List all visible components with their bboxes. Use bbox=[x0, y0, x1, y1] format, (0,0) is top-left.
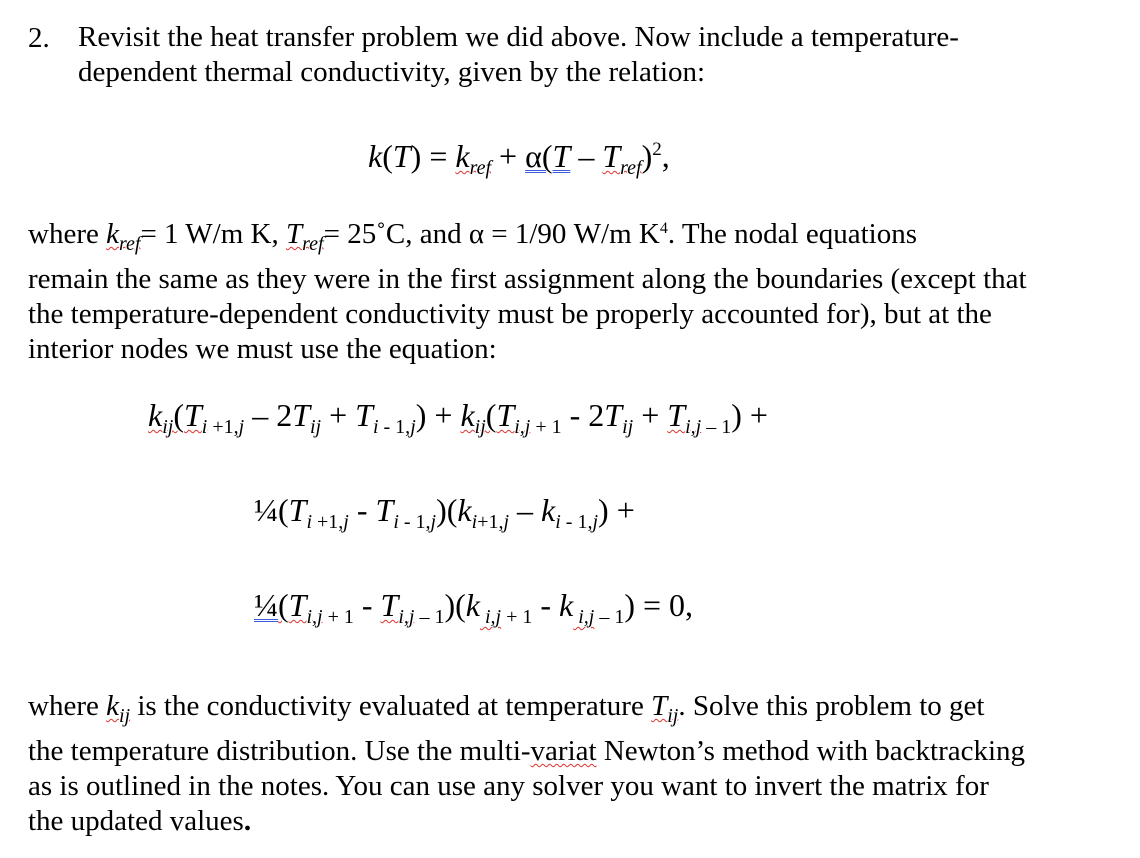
interior-equation-line-2: $\frac{1}{4}(T_i$ $_{+1,j} - T_i$ $_{- 1,j})(k_{i+1,j} - k_i$ $_{- 1,j}$) + bbox=[254, 492, 635, 533]
misspelled-variat: variat bbox=[530, 735, 597, 767]
k-ref-inline: $k_{ref}$ bbox=[106, 218, 141, 255]
eq-lhs: k bbox=[368, 138, 383, 174]
k-ij-inline: $k_{ij}$ bbox=[106, 690, 131, 727]
t-ref: $T_{ref}$ bbox=[602, 138, 642, 179]
t-ij-inline: $T_{ij}$ bbox=[651, 690, 679, 727]
problem-intro bbox=[78, 20, 959, 90]
parameters-paragraph bbox=[28, 211, 1027, 367]
problem-number: 2. bbox=[28, 22, 50, 54]
conductivity-equation: $k(T) = k_{ref} + \alpha(T - T_{ref})^2$, bbox=[368, 138, 670, 179]
k-ref: $k_{ref}$ bbox=[455, 138, 492, 179]
interior-equation-line-1: $k_{ij}(T_i$ $_{+1,j} - 2T_{ij} + T_i$ $_{- 1,j}) + k_{ij}(T_{i,j}$ $_{+ 1} - 2T_{ij} + T_{i,j}$ $_{- 1}$) + bbox=[148, 397, 768, 438]
alpha-term: α( bbox=[525, 138, 553, 174]
t-ref-inline: $T_{ref}$ bbox=[285, 218, 324, 255]
params-line-2: remain the same as they were in the first assignment along the boundaries (except that bbox=[28, 263, 1027, 295]
params-line-4: interior nodes we must use the equation: bbox=[28, 333, 497, 365]
params-line-3: the temperature-dependent conductivity must be properly accounted for), but at the bbox=[28, 298, 992, 330]
closing-line-1: where $k_{ij}$ is the conductivity evaluated at temperature $T_{ij}$. Solve this problem to get bbox=[28, 690, 985, 727]
intro-line-1: Revisit the heat transfer problem we did above. Now include a temperature- bbox=[78, 21, 959, 53]
closing-line-2: the temperature distribution. Use the multi-variat Newton’s method with backtracking bbox=[28, 735, 1026, 767]
interior-equation-line-3: $\frac{1}{4}(T_{i,j}$ $_{+ 1} - T_{i,j}$ $_{- 1}$)(k $_{i,j}$ $_{+ 1}$ - k $_{i,j}$ $_{- 1}$) = 0, bbox=[254, 587, 694, 628]
closing-line-4: the updated values. bbox=[28, 805, 252, 837]
closing-paragraph bbox=[28, 689, 1025, 839]
params-line-1: where $k_{ref}= 1$ W/m K, $T_{ref}=$ 25˚C, and α = 1/90 W/m $K^4$. The nodal equations bbox=[28, 218, 917, 255]
closing-line-3: as is outlined in the notes. You can use any solver you want to invert the matrix for bbox=[28, 770, 989, 802]
intro-line-2: dependent thermal conductivity, given by the relation: bbox=[78, 56, 706, 88]
